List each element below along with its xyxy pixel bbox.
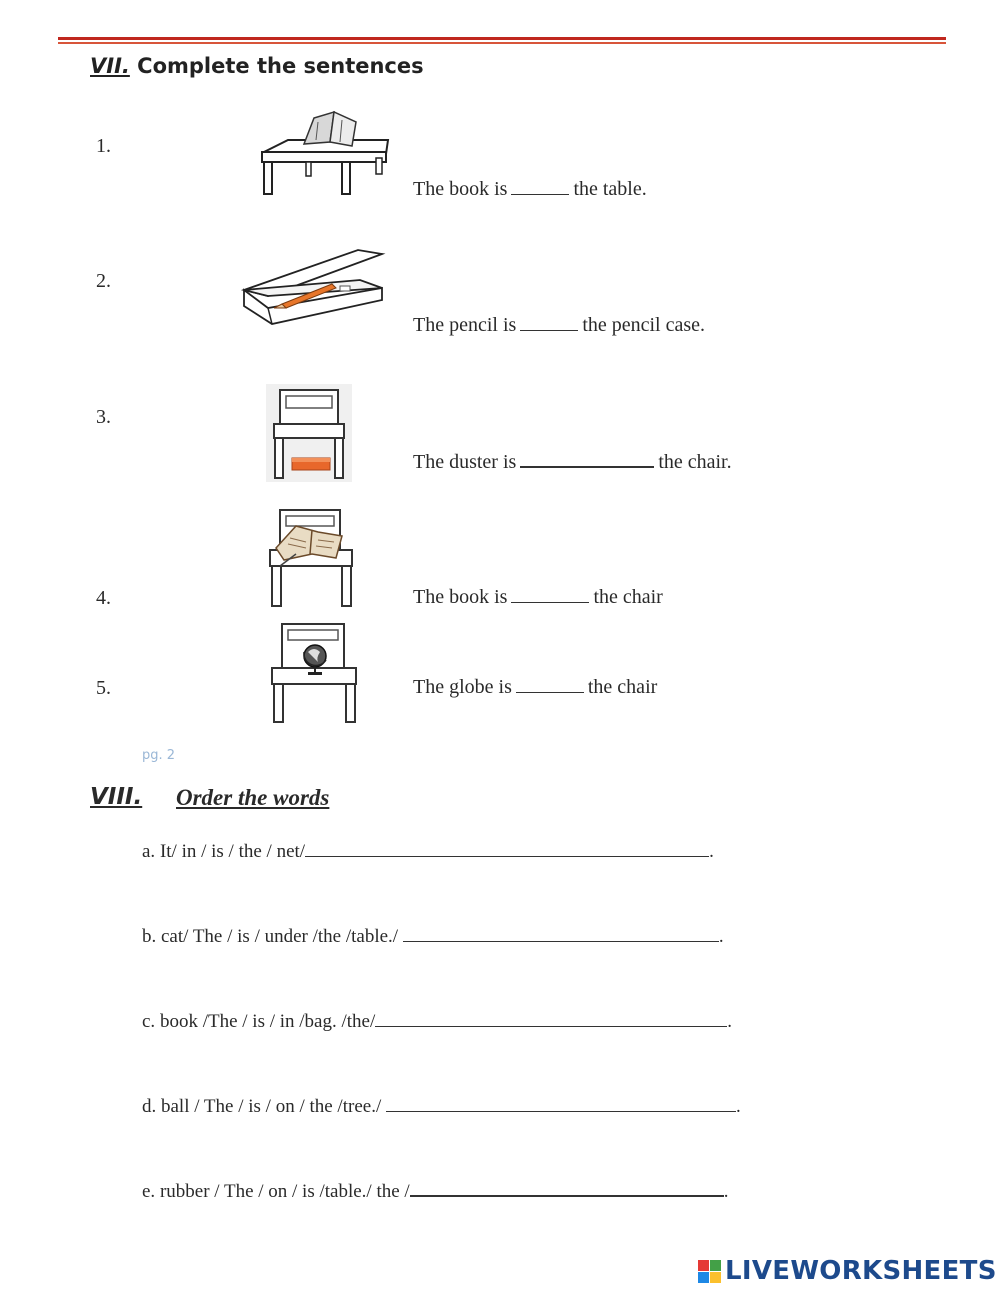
order-item-a xyxy=(142,841,714,863)
globe-on-chair-image xyxy=(268,622,358,724)
duster-under-chair-image xyxy=(266,384,352,482)
item-2-sentence xyxy=(413,314,705,337)
item-1-after: the table. xyxy=(573,178,647,200)
order-item-b-end: . xyxy=(718,926,724,947)
order-item-e-end: . xyxy=(723,1181,729,1202)
order-item-a-words: It/ in / is / the / net/ xyxy=(159,841,306,862)
item-2-number: 2. xyxy=(96,270,111,292)
section-8-number: VIII. xyxy=(90,784,143,810)
order-item-d-letter: d. xyxy=(142,1096,157,1117)
item-5-number: 5. xyxy=(96,677,111,699)
order-item-d xyxy=(142,1096,741,1118)
item-2-after: the pencil case. xyxy=(582,314,706,336)
top-rule xyxy=(58,37,946,40)
order-item-b-letter: b. xyxy=(142,926,157,947)
item-1-sentence xyxy=(413,178,647,201)
item-5-sentence xyxy=(413,676,657,699)
item-3-number: 3. xyxy=(96,406,111,428)
order-item-a-answer-line[interactable] xyxy=(305,842,709,857)
item-4-blank[interactable] xyxy=(511,586,589,603)
order-item-d-answer-line[interactable] xyxy=(386,1097,736,1112)
item-5-after: the chair xyxy=(587,676,658,698)
item-1-before: The book is xyxy=(413,178,508,200)
book-on-chair-image xyxy=(266,508,356,610)
item-2-before: The pencil is xyxy=(413,314,517,336)
item-4-before: The book is xyxy=(413,586,508,608)
order-item-b-words: cat/ The / is / under /the /table./ xyxy=(161,926,399,947)
item-4-sentence xyxy=(413,586,663,609)
order-item-a-end: . xyxy=(709,841,714,862)
order-item-c xyxy=(142,1011,732,1033)
order-item-e-answer-line[interactable] xyxy=(410,1181,724,1197)
item-5-blank[interactable] xyxy=(516,676,584,693)
item-1-number: 1. xyxy=(96,135,111,157)
item-3-sentence xyxy=(413,450,732,474)
section-7-title: Complete the sentences xyxy=(137,54,424,78)
item-5-before: The globe is xyxy=(413,676,512,698)
order-item-e-letter: e. xyxy=(142,1181,156,1202)
order-item-b-answer-line[interactable] xyxy=(403,927,719,942)
item-3-blank[interactable] xyxy=(520,450,654,468)
liveworksheets-logo xyxy=(698,1254,997,1288)
order-item-c-words: book /The / is / in /bag. /the/ xyxy=(159,1011,376,1032)
order-item-c-end: . xyxy=(727,1011,732,1032)
brand-name: LIVEWORKSHEETS xyxy=(725,1256,997,1286)
item-3-after: the chair. xyxy=(658,451,732,473)
logo-cubes-icon xyxy=(698,1260,721,1283)
item-4-after: the chair xyxy=(593,586,663,608)
order-item-c-answer-line[interactable] xyxy=(375,1012,727,1027)
pencil-in-case-image xyxy=(240,248,388,328)
order-item-a-letter: a. xyxy=(142,841,156,862)
book-on-table-image xyxy=(258,108,394,198)
section-7-heading xyxy=(90,54,424,78)
order-item-e xyxy=(142,1181,728,1203)
item-2-blank[interactable] xyxy=(520,314,578,331)
item-4-number: 4. xyxy=(96,587,111,609)
section-7-number: VII. xyxy=(90,54,130,78)
order-item-e-words: rubber / The / on / is /table./ the / xyxy=(159,1181,410,1202)
top-rule-thin xyxy=(58,42,946,44)
order-item-d-words: ball / The / is / on / the /tree./ xyxy=(161,1096,382,1117)
order-item-d-end: . xyxy=(735,1096,741,1117)
page-number: pg. 2 xyxy=(142,748,176,763)
section-8-title: Order the words xyxy=(176,785,330,810)
item-1-blank[interactable] xyxy=(511,178,569,195)
order-item-c-letter: c. xyxy=(142,1011,156,1032)
order-item-b xyxy=(142,926,724,948)
item-3-before: The duster is xyxy=(413,451,517,473)
